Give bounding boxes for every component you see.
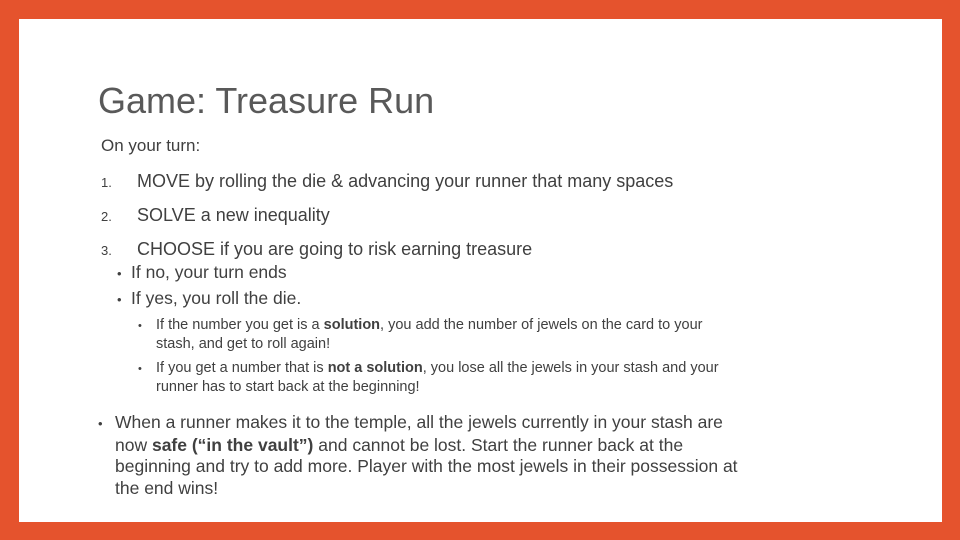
outcome-emphasis: solution xyxy=(323,317,381,333)
slide xyxy=(19,19,942,522)
final-text: and cannot be lost. Start the runner back at the xyxy=(313,434,684,455)
step-text: CHOOSE if you are going to risk earning treasure xyxy=(137,239,533,259)
outcome-text: , you lose all the jewels in your stash and your xyxy=(422,360,719,376)
choice-no xyxy=(117,261,287,285)
step-number: 1. xyxy=(101,175,112,190)
step-1 xyxy=(101,169,673,195)
step-number: 2. xyxy=(101,209,112,224)
choice-text: If no, your turn ends xyxy=(131,262,287,282)
bullet-icon: • xyxy=(117,266,122,281)
choice-text: If yes, you roll the die. xyxy=(131,288,302,308)
final-line-2 xyxy=(98,435,888,457)
intro-text: On your turn: xyxy=(101,136,201,155)
step-3 xyxy=(101,237,532,263)
bullet-icon: • xyxy=(117,292,122,307)
step-text: SOLVE a new inequality xyxy=(137,205,330,225)
bullet-icon: • xyxy=(138,320,142,332)
step-2 xyxy=(101,203,330,229)
outcome-emphasis: not a solution xyxy=(327,360,423,376)
final-rule xyxy=(98,412,888,499)
slide-title: Game: Treasure Run xyxy=(98,80,435,121)
outcome-continuation: runner has to start back at the beginning! xyxy=(156,379,420,395)
outcome-text: If you get a number that is xyxy=(156,360,328,376)
bullet-icon: • xyxy=(138,363,142,375)
final-line-4: the end wins! xyxy=(115,477,219,498)
outcome-text: If the number you get is a xyxy=(156,317,324,333)
final-text: When a runner makes it to the temple, all the jewels currently in your stash are xyxy=(115,412,723,432)
step-text: MOVE by rolling the die & advancing your runner that many spaces xyxy=(137,171,674,191)
choice-yes xyxy=(117,287,301,311)
outcome-continuation: stash, and get to roll again! xyxy=(156,336,331,352)
outcome-solution xyxy=(138,315,838,355)
final-emphasis: safe (“in the vault”) xyxy=(151,434,314,455)
final-text: now xyxy=(115,434,152,455)
bullet-icon: • xyxy=(98,416,103,431)
step-number: 3. xyxy=(101,243,112,258)
final-line-3: beginning and try to add more. Player with the most jewels in their possession at xyxy=(115,456,738,476)
outcome-not-solution xyxy=(138,358,838,398)
outcome-text: , you add the number of jewels on the card to your xyxy=(380,317,703,333)
